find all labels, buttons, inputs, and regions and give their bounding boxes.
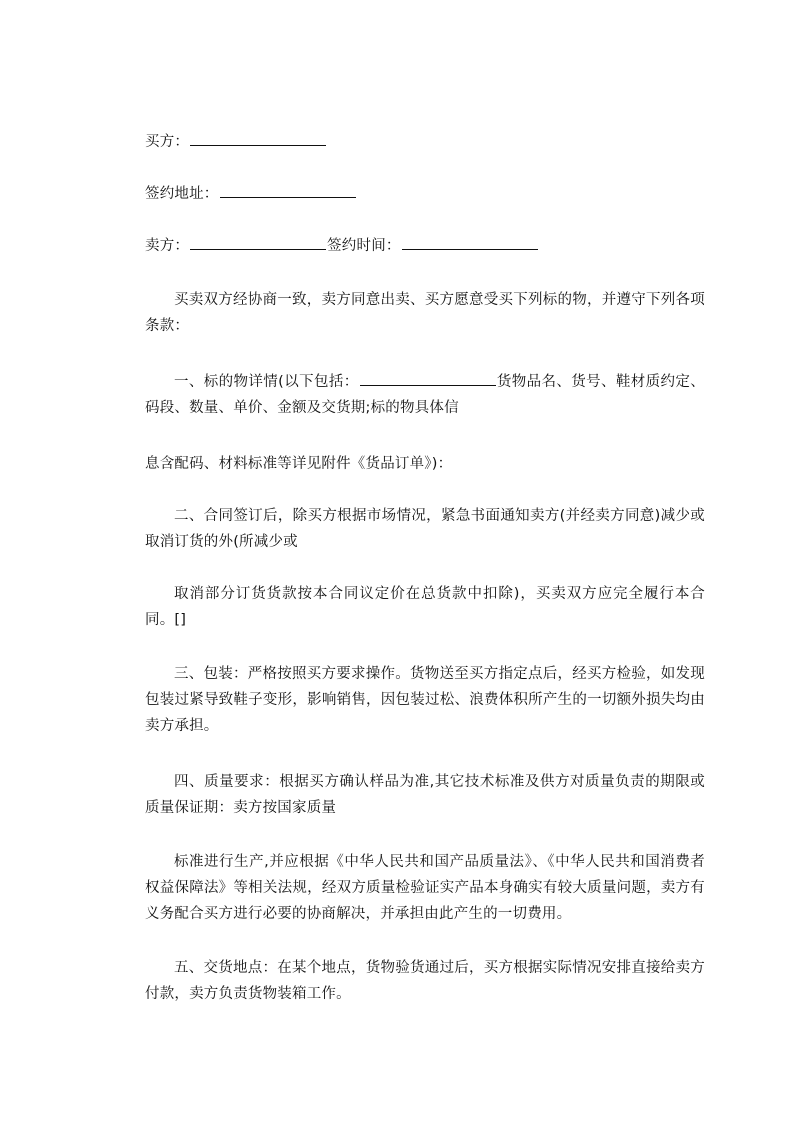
clause-4-continuation: 标准进行生产,并应根据《中华人民共和国产品质量法》、《中华人民共和国消费者权益保障法》等相关法规，经双方质量检验证实产品本身确实有较大质量问题，卖方有义务配合买方进行必要的协商解决，并承担由此产生的一切费用。 (145, 854, 705, 922)
sign-time-label: 签约时间： (327, 238, 401, 254)
intro-paragraph: 买卖双方经协商一致，卖方同意出卖、买方愿意受买下列标的物，并遵守下列各项条款： (145, 292, 705, 334)
sign-place-line (145, 185, 357, 203)
clause-3-paragraph: 三、包装：严格按照买方要求操作。货物送至买方指定点后，经买方检验，如发现包装过紧导致鞋子变形，影响销售，因包装过松、浪费体积所产生的一切额外损失均由卖方承担。 (145, 666, 705, 734)
sign-time-blank (402, 237, 538, 250)
buyer-blank (190, 133, 326, 146)
seller-blank (190, 237, 326, 250)
buyer-line (145, 133, 327, 151)
clause-4-paragraph: 四、质量要求：根据买方确认样品为准,其它技术标准及供方对质量负责的期限或质量保证期：卖方按国家质量 (145, 774, 705, 816)
clause-2-continuation: 取消部分订货货款按本合同议定价在总货款中扣除)，买卖双方应完全履行本合同。[] (145, 586, 705, 628)
sign-place-label: 签约地址： (145, 186, 219, 202)
clause-1-text-post: 货物品名、货号、鞋材质约定、码段、数量、单价、金额及交货期;标的物具体信 (145, 374, 705, 416)
clause-1-blank (360, 373, 496, 386)
sign-place-blank (220, 185, 356, 198)
clause-5-paragraph: 五、交货地点：在某个地点，货物验货通过后，买方根据实际情况安排直接给卖方付款，卖方负责货物装箱工作。 (145, 960, 705, 1002)
clause-1-continuation: 息含配码、材料标准等详见附件《货品订单》)： (145, 456, 453, 472)
clause-1-paragraph (145, 369, 705, 421)
seller-line (145, 237, 539, 255)
seller-label: 卖方： (145, 238, 190, 254)
buyer-label: 买方： (145, 134, 190, 150)
clause-1-text-pre: 一、标的物详情(以下包括： (174, 374, 359, 390)
clause-2-paragraph: 二、合同签订后，除买方根据市场情况，紧急书面通知卖方(并经卖方同意)减少或取消订货的外(所减少或 (145, 508, 705, 550)
